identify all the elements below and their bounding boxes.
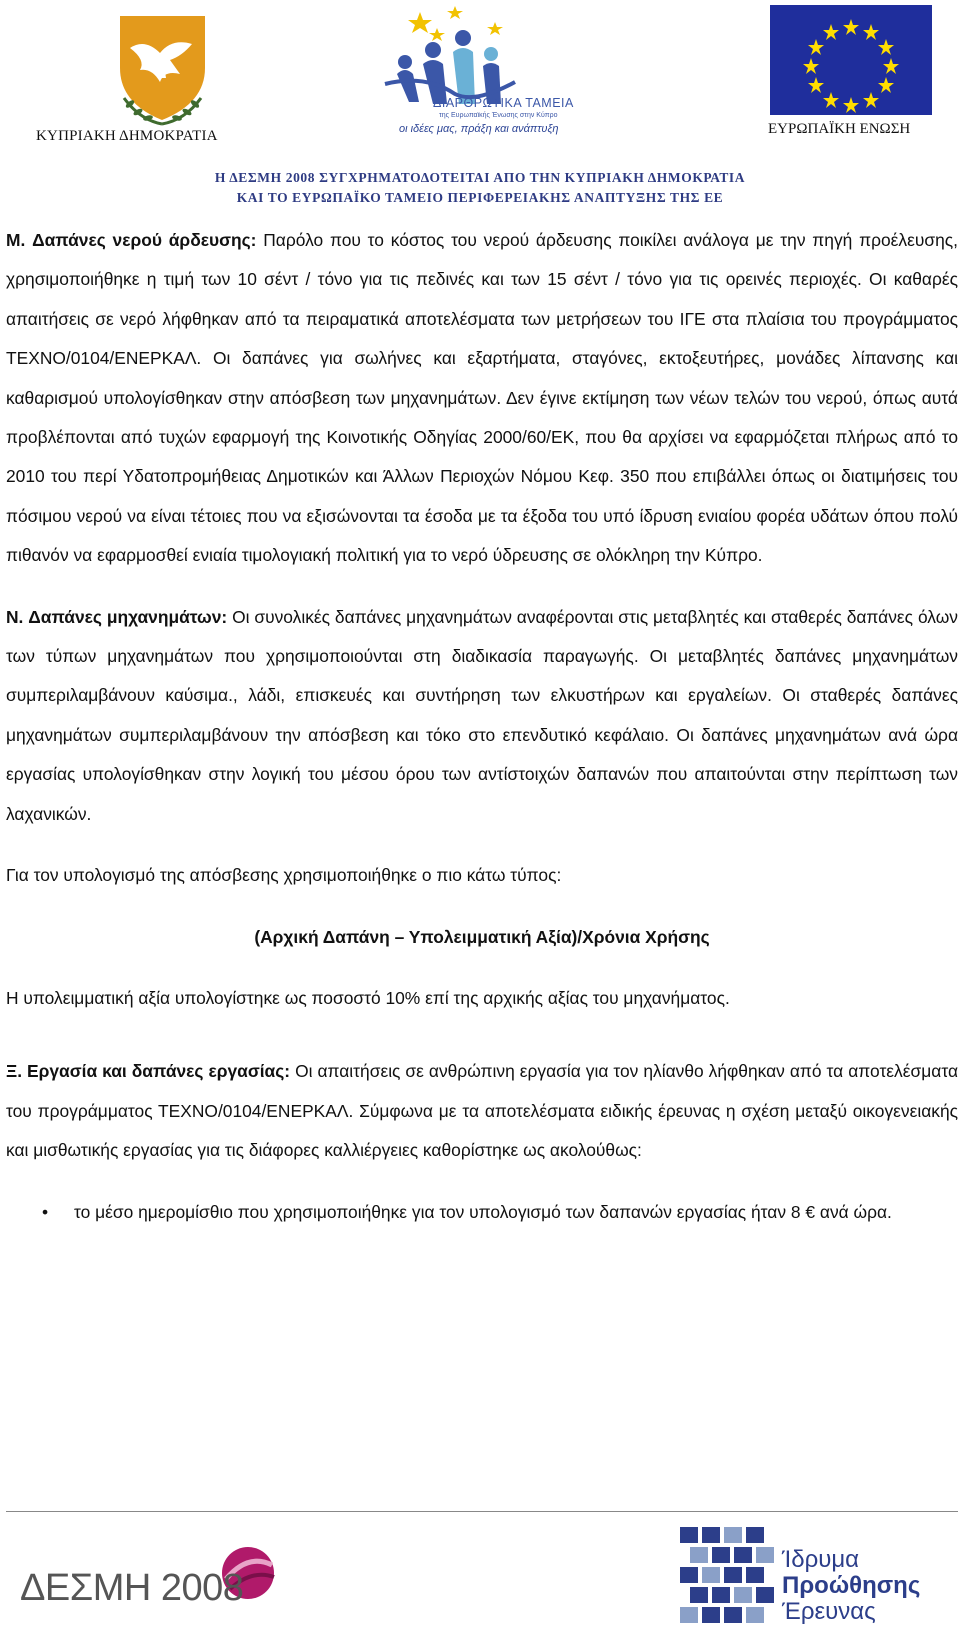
- ipe-logo-line-2: Προώθησης: [782, 1572, 921, 1599]
- bullet-list-item: [6, 1193, 958, 1232]
- cyprus-republic-caption: ΚΥΠΡΙΑΚΗ ΔΗΜΟΚΡΑΤΙΑ: [36, 128, 218, 144]
- ipe-logo-line-1: Ίδρυμα: [782, 1546, 860, 1573]
- section-n-machinery-costs: [6, 598, 958, 834]
- cyprus-emblem-icon: [60, 8, 265, 128]
- desmi-logo-text: ΔΕΣΜΗ 2008: [20, 1567, 244, 1609]
- section-xi-heading: Ξ. Εργασία και δαπάνες εργασίας:: [6, 1061, 291, 1082]
- section-m-heading: M. Δαπάνες νερού άρδευσης:: [6, 230, 257, 250]
- ipe-logo-line-3: Έρευνας: [782, 1598, 876, 1625]
- section-n-heading: N. Δαπάνες μηχανημάτων:: [6, 606, 228, 627]
- eu-flag-icon: [770, 5, 932, 115]
- structural-funds-logo: [375, 4, 585, 144]
- depreciation-formula: (Αρχική Δαπάνη – Υπολειμματική Αξία)/Χρόνια Χρήσης: [254, 926, 710, 947]
- footer-divider: [6, 1511, 958, 1512]
- cyprus-coat-of-arms-logo: [60, 8, 265, 148]
- research-promotion-foundation-logo: [680, 1525, 940, 1635]
- structural-funds-title: ΔΙΑΡΘΡΩΤΙΚΑ ΤΑΜΕΙΑ: [433, 96, 574, 110]
- structural-funds-subtitle: της Ευρωπαϊκής Ένωσης στην Κύπρο: [439, 112, 558, 119]
- depreciation-formula-intro: Για τον υπολογισμό της απόσβεσης χρησιμοποιήθηκε ο πιο κάτω τύπος:: [6, 865, 562, 886]
- cofunding-statement-line-1: Η ΔΕΣΜΗ 2008 ΣΥΓΧΡΗΜΑΤΟΔΟΤΕΙΤΑΙ ΑΠΟ ΤΗΝ ΚΥΠΡΙΑΚΗ ΔΗΜΟΚΡΑΤΙΑ: [214, 170, 746, 185]
- section-m-text: Παρόλο που το κόστος του νερού άρδευσης ποικίλει ανάλογα με την πηγή προέλευσης, χρησιμοποιήθηκε η τιμή των 10 σέντ / τόνο για τις πεδινές και των 15 σέντ / τόνο για τις ορεινές περιοχές. Οι καθαρές απαιτήσεις σε νερό λήφθηκαν από τα πειραματικά αποτελέσματα των μετρήσεων του ΙΓΕ στα πλαίσια του προγράμματος ΤΕΧΝΟ/0104/ΕΝΕΡΚΑΛ. Οι δαπάνες για σωλήνες και εξαρτήματα, σταγόνες, εκτοξευτήρες, μονάδες λίπανσης και καθαρισμού υπολογίσθηκαν στην απόσβεση των μηχανημάτων. Δεν έγινε εκτίμηση των νέων τελών του νερού, όπως αυτά προβλέπονται από τυχών εφαρμογή της Κοινοτικής Οδηγίας 2000/60/ΕΚ, που θα αρχίσει να εφαρμόζεται πλήρως από το 2010 του περί Υδατοπρομήθειας Δημοτικών και Άλλων Περιοχών Νόμου Κεφ. 350 που επιβάλλει όπως οι διατιμήσεις του πόσιμου νερού να είναι τέτοιες που να εξισώνονται τα έσοδα με τα έξοδα του υπό ίδρυση ενιαίου φορέα υδάτων όπου πολύ πιθανόν να εφαρμοσθεί ενιαία τιμολογιακή πολιτική για το νερό ύδρευσης σε ολόκληρη την Κύπρο.: [6, 230, 958, 566]
- structural-funds-slogan: οι ιδέες μας, πράξη και ανάπτυξη: [399, 123, 559, 135]
- residual-value-text: Η υπολειμματική αξία υπολογίστηκε ως ποσοστό 10% επί της αρχικής αξίας του μηχανήματος.: [6, 987, 730, 1008]
- eu-flag-logo: [770, 5, 932, 115]
- document-header: [0, 0, 960, 205]
- section-n-text: Οι συνολικές δαπάνες μηχανημάτων αναφέρονται στις μεταβλητές και σταθερές δαπάνες όλων των τύπων μηχανημάτων που χρησιμοποιούνται στη διαδικασία παραγωγής. Οι μεταβλητές δαπάνες μηχανημάτων συμπεριλαμβάνουν καύσιμα., λάδι, επισκευές και συντήρηση των ελκυστήρων και εργαλείων. Οι σταθερές δαπάνες μηχανημάτων συμπεριλαμβάνουν την απόσβεση και τόκο στο επενδυτικό κεφάλαιο. Οι δαπάνες μηχανημάτων ανά ώρα εργασίας υπολογίσθηκαν στην λογική του μέσου όρου των αντίστοιχών δαπανών που απαιτούνται στην περίπτωση των λαχανικών.: [6, 606, 958, 824]
- desmi-2008-logo: [20, 1545, 290, 1625]
- document-body: [6, 221, 958, 1232]
- section-xi-labour-costs: [6, 1052, 958, 1170]
- bullet-item-text: το μέσο ημερομίσθιο που χρησιμοποιήθηκε για τον υπολογισμό των δαπανών εργασίας ήταν 8 € ανά ώρα.: [74, 1201, 892, 1222]
- section-xi-text: Οι απαιτήσεις σε ανθρώπινη εργασία για τον ηλίανθο λήφθηκαν από τα αποτελέσματα του προγράμματος ΤΕΧΝΟ/0104/ΕΝΕΡΚΑΛ. Σύμφωνα με τα αποτελέσματα ειδικής έρευνας η σχέση μεταξύ οικογενειακής και μισθωτικής εργασίας για τις διάφορες καλλιέργειες καθορίστηκε ως ακολούθως:: [6, 1061, 958, 1161]
- section-m-irrigation-water-costs: [6, 221, 958, 576]
- bullet-icon: •: [42, 1201, 49, 1222]
- cofunding-statement-line-2: ΚΑΙ ΤΟ ΕΥΡΩΠΑΪΚΟ ΤΑΜΕΙΟ ΠΕΡΙΦΕΡΕΙΑΚΗΣ ΑΝΑΠΤΥΞΗΣ ΤΗΣ ΕΕ: [236, 190, 724, 205]
- european-union-caption: ΕΥΡΩΠΑΪΚΗ ΕΝΩΣΗ: [768, 121, 911, 137]
